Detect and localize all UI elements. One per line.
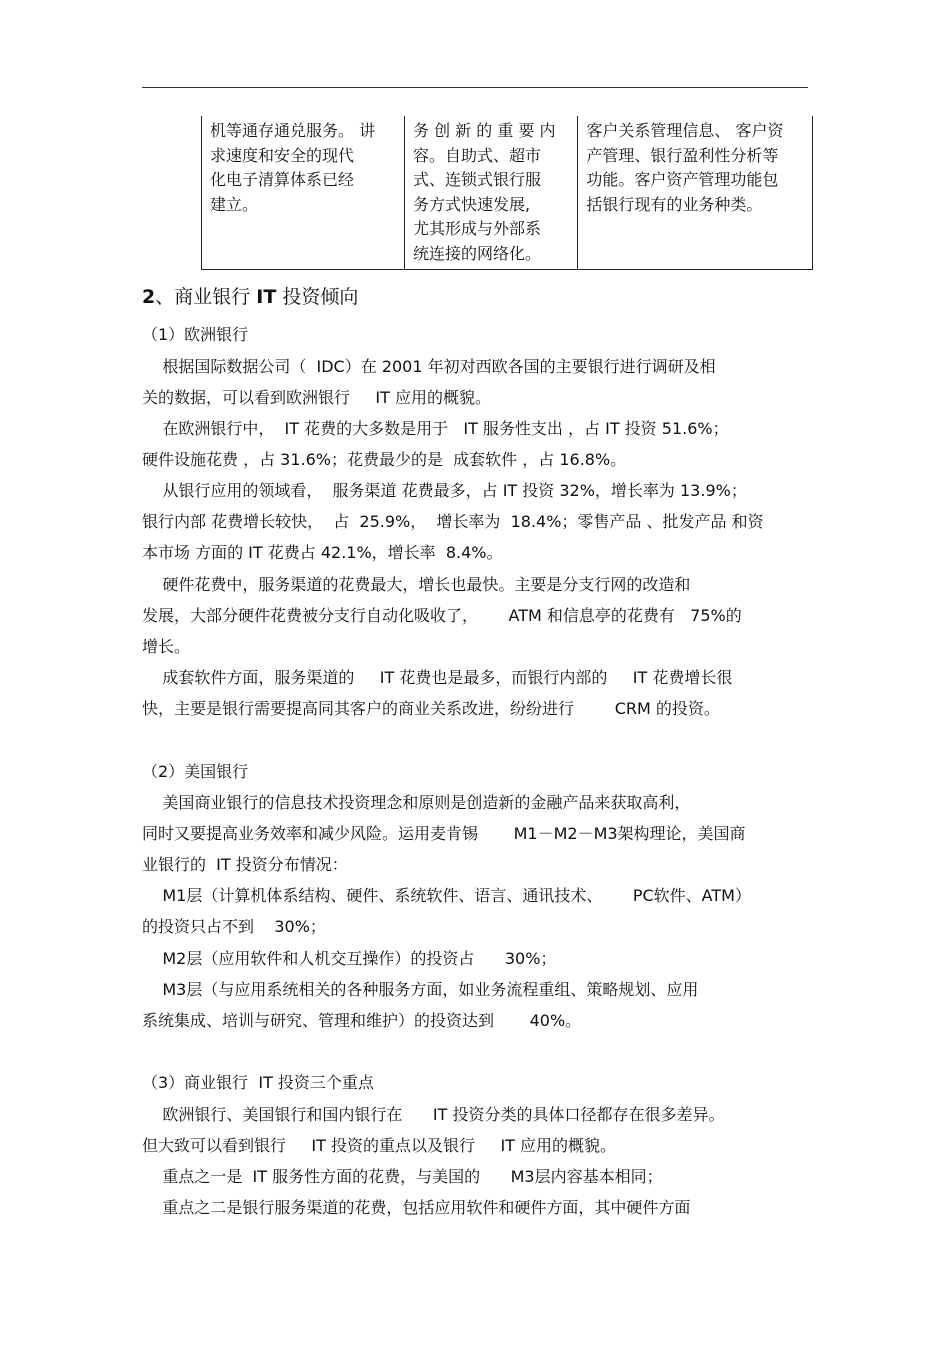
header-rule	[142, 87, 808, 88]
cell-line: 式、连锁式银行服	[412, 170, 541, 189]
heading-text-tail: 投资倾向	[276, 286, 359, 308]
paragraph-line: M2层（应用软件和人机交互操作）的投资占 30%；	[142, 949, 557, 968]
paragraph-line: 业银行的 IT 投资分布情况：	[142, 855, 348, 874]
section-heading	[142, 285, 358, 309]
table-cell-col1	[202, 116, 405, 270]
cell-line: 机等通存通兑服务。 讲	[210, 121, 376, 140]
paragraph-line: 成套软件方面，服务渠道的 IT 花费也是最多，而银行内部的 IT 花费增长很	[142, 668, 733, 687]
paragraph-line: 硬件设施花费 ，占 31.6%；花费最少的是 成套软件 ，占 16.8%。	[142, 450, 627, 469]
table-cell-col2	[404, 116, 577, 270]
table-cell-col3	[578, 116, 813, 270]
cell-line: 建立。	[210, 194, 259, 214]
subheading-focus: （3）商业银行 IT 投资三个重点	[142, 1073, 374, 1092]
cell-line: 容。自助式、超市	[412, 145, 541, 165]
paragraph-line: 重点之二是银行服务渠道的花费，包括应用软件和硬件方面，其中硬件方面	[142, 1198, 691, 1217]
subheading-europe: （1）欧洲银行	[142, 325, 249, 344]
table-row	[202, 116, 813, 270]
paragraph-line: 系统集成、培训与研究、管理和维护）的投资达到 40%。	[142, 1011, 582, 1030]
cell-line: 化电子清算体系已经	[210, 170, 355, 189]
table-continuation	[201, 116, 813, 270]
paragraph-line: M1层（计算机体系结构、硬件、系统软件、语言、通讯技术、 PC软件、ATM）	[142, 886, 751, 905]
paragraph-line: 根据国际数据公司（ IDC）在 2001 年初对西欧各国的主要银行进行调研及相	[142, 357, 716, 376]
heading-it: IT	[256, 286, 277, 308]
paragraph-line: 快，主要是银行需要提高同其客户的商业关系改进，纷纷进行 CRM 的投资。	[142, 699, 720, 718]
paragraph-line: 从银行应用的领域看， 服务渠道 花费最多，占 IT 投资 32%，增长率为 13.9%；	[142, 481, 747, 500]
paragraph-line: 的投资只占不到 30%；	[142, 917, 326, 936]
cell-line: 求速度和安全的现代	[210, 145, 355, 165]
cell-line: 尤其形成与外部系	[412, 219, 541, 238]
paragraph-line: 欧洲银行、美国银行和国内银行在 IT 投资分类的具体口径都存在很多差异。	[142, 1105, 725, 1124]
cell-line: 功能。客户资产管理功能包	[586, 170, 779, 189]
paragraph-line: 本市场 方面的 IT 花费占 42.1%，增长率 8.4%。	[142, 543, 503, 562]
paragraph-line: 发展，大部分硬件花费被分支行自动化吸收了， ATM 和信息亭的花费有 75%的	[142, 606, 742, 625]
cell-line: 产管理、银行盈利性分析等	[586, 145, 779, 165]
paragraph-line: 在欧洲银行中， IT 花费的大多数是用于 IT 服务性支出 ，占 IT 投资 51.6%；	[142, 419, 729, 438]
cell-line: 统连接的网络化。	[412, 243, 541, 263]
paragraph-line: 银行内部 花费增长较快， 占 25.9%， 增长率为 18.4%；零售产品 、批发产品 和资	[142, 512, 764, 531]
paragraph-line: 同时又要提高业务效率和减少风险。运用麦肯锡 M1－M2－M3架构理论，美国商	[142, 824, 746, 843]
paragraph-line: 重点之一是 IT 服务性方面的花费，与美国的 M3层内容基本相同；	[142, 1167, 663, 1186]
cell-line: 务 创 新 的 重 要 内	[412, 121, 556, 140]
paragraph-line: 美国商业银行的信息技术投资理念和原则是创造新的金融产品来获取高利，	[142, 793, 691, 812]
paragraph-line: 关的数据，可以看到欧洲银行 IT 应用的概貌。	[142, 388, 492, 407]
heading-number: 2	[142, 286, 156, 308]
cell-line: 务方式快速发展,	[412, 194, 531, 214]
paragraph-line: 但大致可以看到银行 IT 投资的重点以及银行 IT 应用的概貌。	[142, 1136, 617, 1155]
paragraph-line: M3层（与应用系统相关的各种服务方面，如业务流程重组、策略规划、应用	[142, 980, 699, 999]
heading-text: 、商业银行	[155, 286, 257, 308]
subheading-usa: （2）美国银行	[142, 762, 249, 781]
cell-line: 括银行现有的业务种类。	[586, 194, 763, 214]
cell-line: 客户关系管理信息、 客户资	[586, 121, 784, 140]
paragraph-line: 增长。	[142, 637, 191, 656]
paragraph-line: 硬件花费中，服务渠道的花费最大，增长也最快。主要是分支行网的改造和	[142, 575, 691, 594]
